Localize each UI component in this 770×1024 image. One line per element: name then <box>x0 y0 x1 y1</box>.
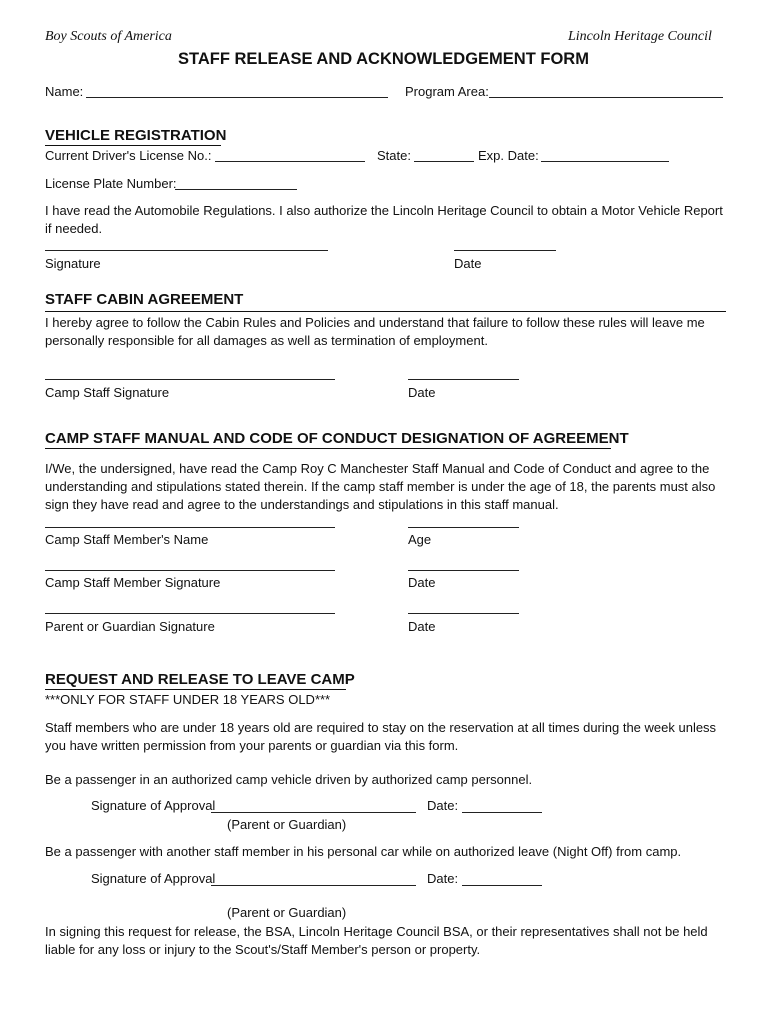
cabin-statement: I hereby agree to follow the Cabin Rules and Policies and understand that failure to follow these rules will leave me personally responsible for all damages as well as termination of employment. <box>45 315 705 348</box>
name-field[interactable] <box>86 97 388 98</box>
exp-date-label: Exp. Date: <box>478 148 539 163</box>
staff-signature-line[interactable] <box>45 570 335 571</box>
approval-date-label-2: Date: <box>427 871 459 886</box>
approval-signature-line-2[interactable] <box>211 885 416 886</box>
approval-signature-line-1[interactable] <box>211 812 416 813</box>
guardian-note-2: (Parent or Guardian) <box>227 905 347 920</box>
license-number-field[interactable] <box>215 161 365 162</box>
cabin-heading-rule <box>45 311 726 312</box>
staff-name-line[interactable] <box>45 527 335 528</box>
manual-heading-underline <box>45 448 611 449</box>
option-camp-vehicle: Be a passenger in an authorized camp vehicle driven by authorized camp personnel. <box>45 772 533 787</box>
approval-date-label-1: Date: <box>427 798 459 813</box>
license-plate-field[interactable] <box>175 189 297 190</box>
parent-signature-date-line[interactable] <box>408 613 519 614</box>
release-statement: In signing this request for release, the BSA, Lincoln Heritage Council BSA, or their representatives shall not be held liable for any loss or injury to the Scout's/Staff Member's person or property. <box>45 924 708 957</box>
leave-camp-heading: REQUEST AND RELEASE TO LEAVE CAMP <box>45 671 355 688</box>
parent-signature-date-label: Date <box>408 619 436 634</box>
leave-statement: Staff members who are under 18 years old are required to stay on the reservation at all times during the week unless you have written permission from your parents or guardian via this form. <box>45 720 717 753</box>
state-label: State: <box>377 148 411 163</box>
license-number-label: Current Driver's License No.: <box>45 148 212 163</box>
vehicle-heading-underline <box>45 145 221 146</box>
program-area-label: Program Area: <box>405 84 489 99</box>
cabin-signature-line[interactable] <box>45 379 335 380</box>
cabin-signature-label: Camp Staff Signature <box>45 385 170 400</box>
manual-statement: I/We, the undersigned, have read the Camp Roy C Manchester Staff Manual and Code of Conduct and agree to the understanding and stipulations stated therein. If the camp staff member is under the age of 18, the parents must also sign they have read and agree to the understandings and stipulations in this staff manual. <box>45 461 716 512</box>
organization-name: Boy Scouts of America <box>45 29 172 44</box>
approval-label-1: Signature of Approval <box>91 798 216 813</box>
approval-date-line-2[interactable] <box>462 885 542 886</box>
parent-signature-label: Parent or Guardian Signature <box>45 619 215 634</box>
option-staff-car: Be a passenger with another staff member in his personal car while on authorized leave (Night Off) from camp. <box>45 844 682 859</box>
cabin-date-line[interactable] <box>408 379 519 380</box>
cabin-date-label: Date <box>408 385 436 400</box>
guardian-note-1: (Parent or Guardian) <box>227 817 347 832</box>
age-line[interactable] <box>408 527 519 528</box>
cabin-agreement-heading: STAFF CABIN AGREEMENT <box>45 291 244 308</box>
vehicle-registration-heading: VEHICLE REGISTRATION <box>45 127 227 144</box>
program-area-field[interactable] <box>489 97 723 98</box>
parent-signature-line[interactable] <box>45 613 335 614</box>
manual-agreement-heading: CAMP STAFF MANUAL AND CODE OF CONDUCT DESIGNATION OF AGREEMENT <box>45 430 629 447</box>
approval-date-line-1[interactable] <box>462 812 542 813</box>
approval-label-2: Signature of Approval <box>91 871 216 886</box>
staff-name-label: Camp Staff Member's Name <box>45 532 209 547</box>
vehicle-signature-label: Signature <box>45 256 101 271</box>
staff-signature-date-line[interactable] <box>408 570 519 571</box>
age-label: Age <box>408 532 432 547</box>
staff-signature-date-label: Date <box>408 575 436 590</box>
council-name: Lincoln Heritage Council <box>568 29 712 44</box>
vehicle-date-line[interactable] <box>454 250 556 251</box>
exp-date-field[interactable] <box>541 161 669 162</box>
form-title: STAFF RELEASE AND ACKNOWLEDGEMENT FORM <box>178 50 589 68</box>
vehicle-date-label: Date <box>454 256 482 271</box>
leave-heading-underline <box>45 689 346 690</box>
vehicle-signature-line[interactable] <box>45 250 328 251</box>
under-18-note: ***ONLY FOR STAFF UNDER 18 YEARS OLD*** <box>45 692 331 707</box>
state-field[interactable] <box>414 161 474 162</box>
license-plate-label: License Plate Number: <box>45 176 177 191</box>
automobile-statement: I have read the Automobile Regulations. I also authorize the Lincoln Heritage Council to obtain a Motor Vehicle Report if needed. <box>45 203 723 236</box>
name-label: Name: <box>45 84 84 99</box>
staff-signature-label: Camp Staff Member Signature <box>45 575 221 590</box>
